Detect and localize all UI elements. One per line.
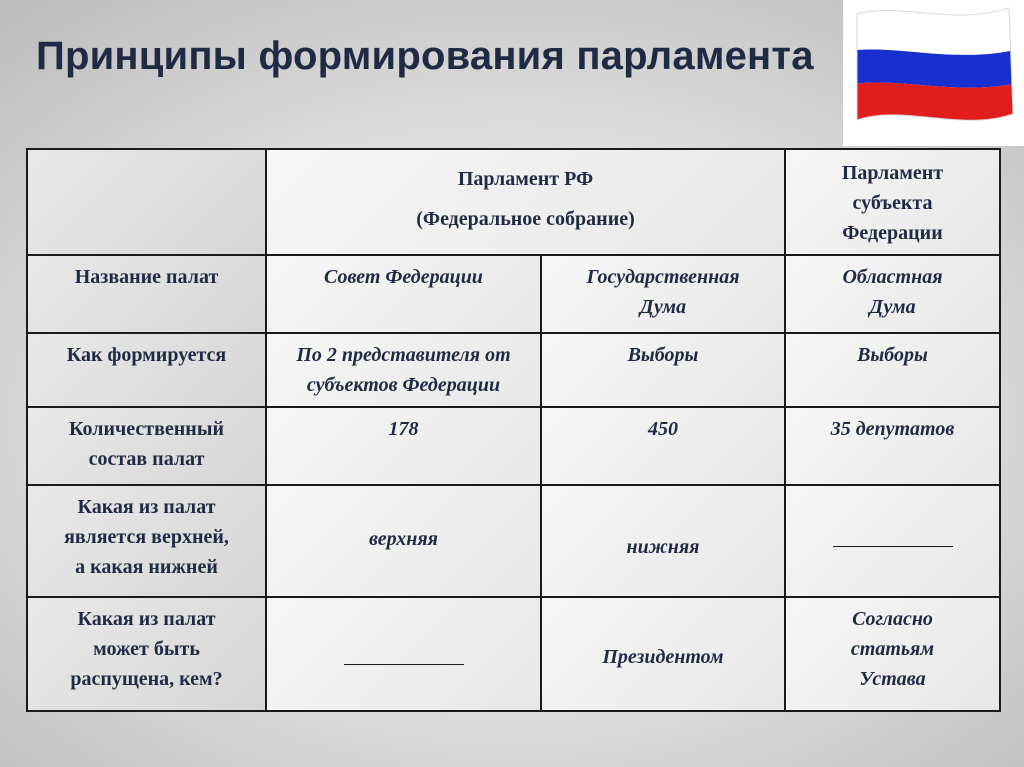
cell-upper-lower-regional-duma [785, 485, 1000, 597]
empty-dash [344, 664, 464, 665]
cell-size-federation-council: 178 [266, 407, 541, 485]
cell-dissolution-federation-council [266, 597, 541, 711]
parliament-table [26, 148, 1001, 712]
row-label-formation: Как формируется [27, 333, 266, 407]
empty-dash [833, 546, 953, 547]
table-row-formation [27, 333, 1000, 407]
cell-formation-state-duma: Выборы [541, 333, 785, 407]
header-empty-cell [27, 149, 266, 255]
flag-icon [843, 0, 1024, 146]
header-subject-parliament [785, 149, 1000, 255]
row-label-size: Количественный состав палат [27, 407, 266, 485]
flag-red-stripe [843, 82, 1024, 146]
cell-dissolution-state-duma: Президентом [541, 597, 785, 711]
cell-size-state-duma: 450 [541, 407, 785, 485]
flag-blue-stripe [843, 48, 1024, 88]
header-rf-line1: Парламент РФ [457, 168, 594, 190]
cell-upper-federation-council: верхняя [266, 485, 541, 597]
flag-white-stripe [843, 0, 1024, 52]
cell-formation-federation-council: По 2 представителя от субъектов Федерации [266, 333, 541, 407]
cell-names-federation-council: Совет Федерации [266, 255, 541, 333]
header-rf-parliament [266, 149, 785, 255]
table-row-upper-lower [27, 485, 1000, 597]
cell-lower-state-duma: нижняя [541, 485, 785, 597]
cell-dissolution-regional-duma: Согласно статьям Устава [785, 597, 1000, 711]
table-row-size [27, 407, 1000, 485]
cell-formation-regional-duma: Выборы [785, 333, 1000, 407]
table-row-dissolution [27, 597, 1000, 711]
header-rf-line2: (Федеральное собрание) [416, 208, 635, 230]
row-label-names: Название палат [27, 255, 266, 333]
cell-names-regional-duma: Областная Дума [785, 255, 1000, 333]
row-label-dissolution: Какая из палат может быть распущена, кем? [27, 597, 266, 711]
slide-title: Принципы формирования парламента [36, 34, 814, 78]
header-subject-line3: Федерации [842, 222, 943, 244]
cell-size-regional-duma: 35 депутатов [785, 407, 1000, 485]
row-label-upper-lower: Какая из палат является верхней, а какая нижней [27, 485, 266, 597]
table-row-names [27, 255, 1000, 333]
russian-flag [843, 0, 1024, 146]
header-subject-line2: субъекта [852, 192, 933, 214]
header-subject-line1: Парламент [841, 162, 944, 184]
table-header-row [27, 149, 1000, 255]
cell-names-state-duma: Государственная Дума [541, 255, 785, 333]
